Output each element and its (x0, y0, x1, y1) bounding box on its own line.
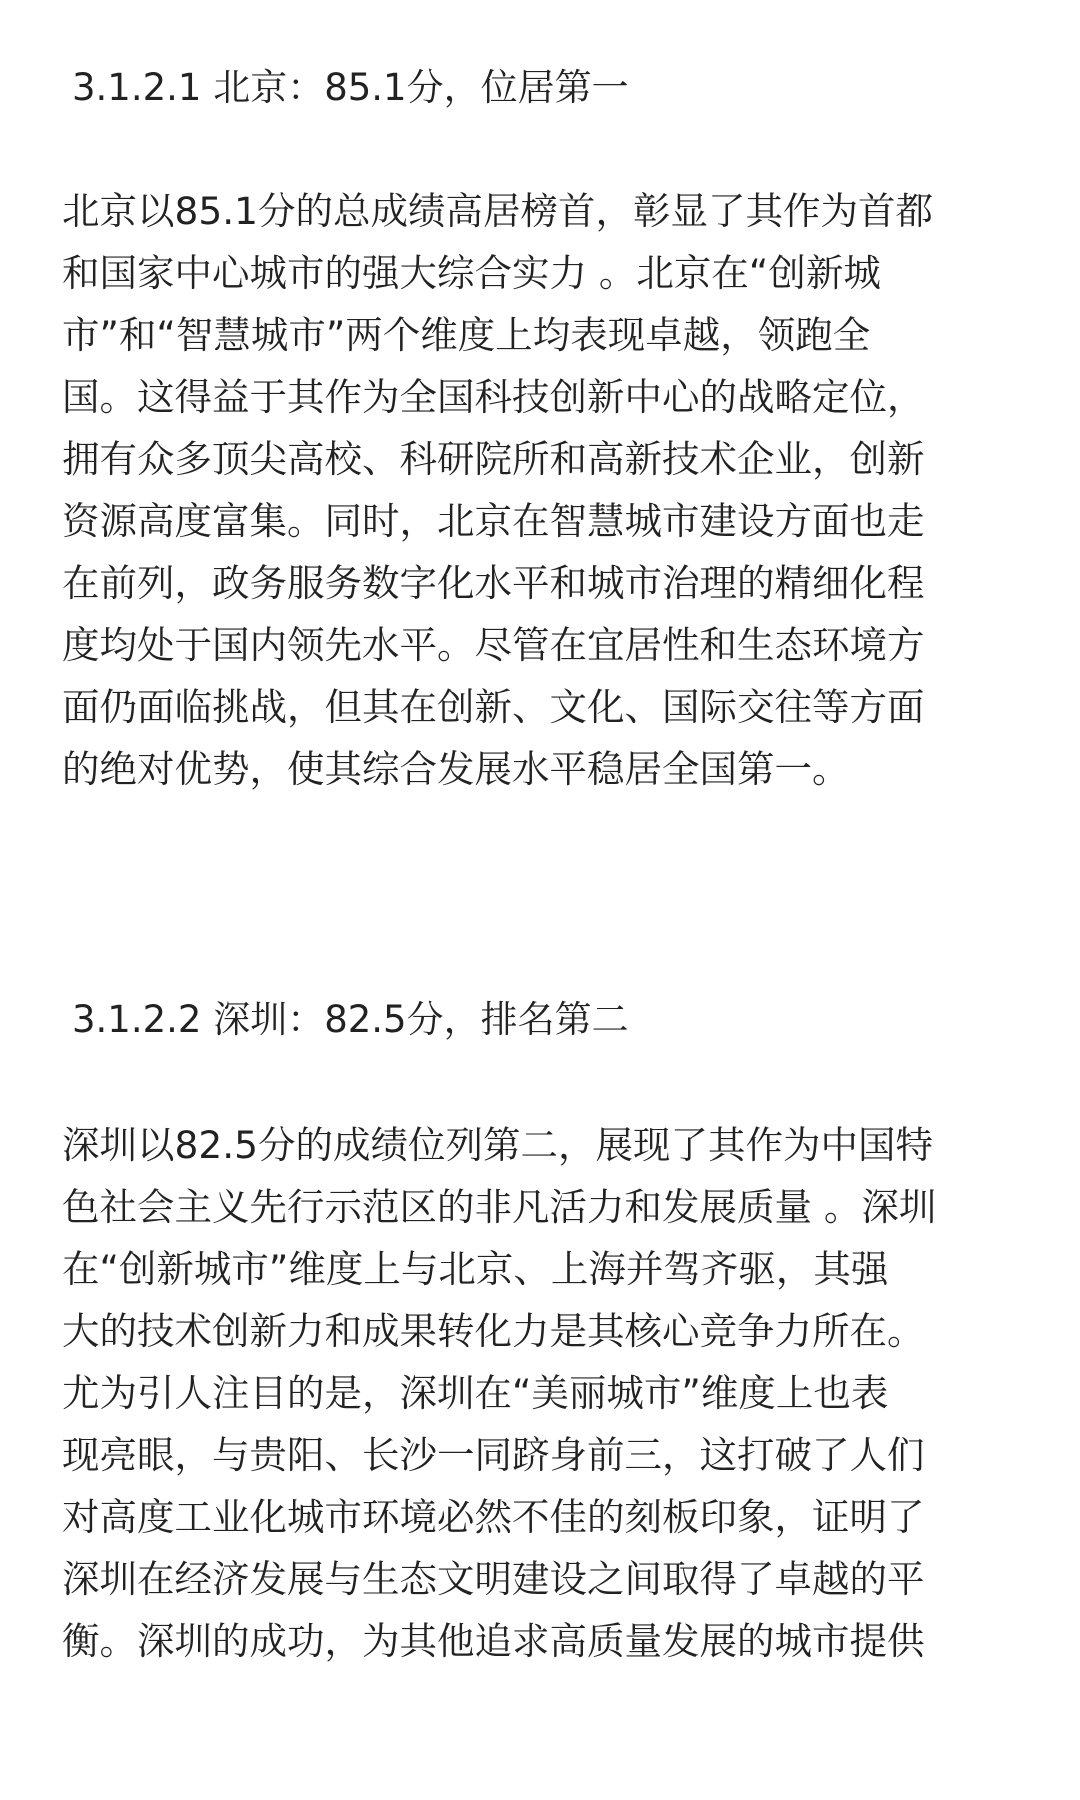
text-line: 北京以85.1分的总成绩高居榜首，彰显了其作为首都 (62, 189, 933, 233)
text-line: 深圳以82.5分的成绩位列第二，展现了其作为中国特 (62, 1123, 933, 1167)
text-line: 国。这得益于其作为全国科技创新中心的战略定位， (62, 375, 925, 419)
section-heading-beijing: 3.1.2.1 北京：85.1分，位居第一 (72, 66, 629, 109)
text-line: 色社会主义先行示范区的非凡活力和发展质量 。深圳 (62, 1185, 937, 1229)
paragraph-shenzhen (62, 1114, 1022, 1672)
section-heading-shenzhen: 3.1.2.2 深圳：82.5分，排名第二 (72, 998, 629, 1041)
text-line: 和国家中心城市的强大综合实力 。北京在“创新城 (62, 251, 881, 295)
text-line: 深圳在经济发展与生态文明建设之间取得了卓越的平 (62, 1557, 925, 1601)
paragraph-beijing (62, 180, 1022, 800)
text-line: 资源高度富集。同时，北京在智慧城市建设方面也走 (62, 499, 925, 543)
text-line: 拥有众多顶尖高校、科研院所和高新技术企业，创新 (62, 437, 925, 481)
text-line: 的绝对优势，使其综合发展水平稳居全国第一。 (62, 747, 850, 791)
text-line: 尤为引人注目的是，深圳在“美丽城市”维度上也表 (62, 1371, 889, 1415)
text-line: 对高度工业化城市环境必然不佳的刻板印象，证明了 (62, 1495, 925, 1539)
text-line: 现亮眼，与贵阳、长沙一同跻身前三，这打破了人们 (62, 1433, 925, 1477)
text-line: 在“创新城市”维度上与北京、上海并驾齐驱，其强 (62, 1247, 889, 1291)
text-line: 度均处于国内领先水平。尽管在宜居性和生态环境方 (62, 623, 925, 667)
text-line: 在前列，政务服务数字化水平和城市治理的精细化程 (62, 561, 925, 605)
text-line: 面仍面临挑战，但其在创新、文化、国际交往等方面 (62, 685, 925, 729)
text-line: 大的技术创新力和成果转化力是其核心竞争力所在。 (62, 1309, 925, 1353)
text-line: 市”和“智慧城市”两个维度上均表现卓越，领跑全 (62, 313, 871, 357)
text-line: 衡。深圳的成功，为其他追求高质量发展的城市提供 (62, 1619, 925, 1663)
